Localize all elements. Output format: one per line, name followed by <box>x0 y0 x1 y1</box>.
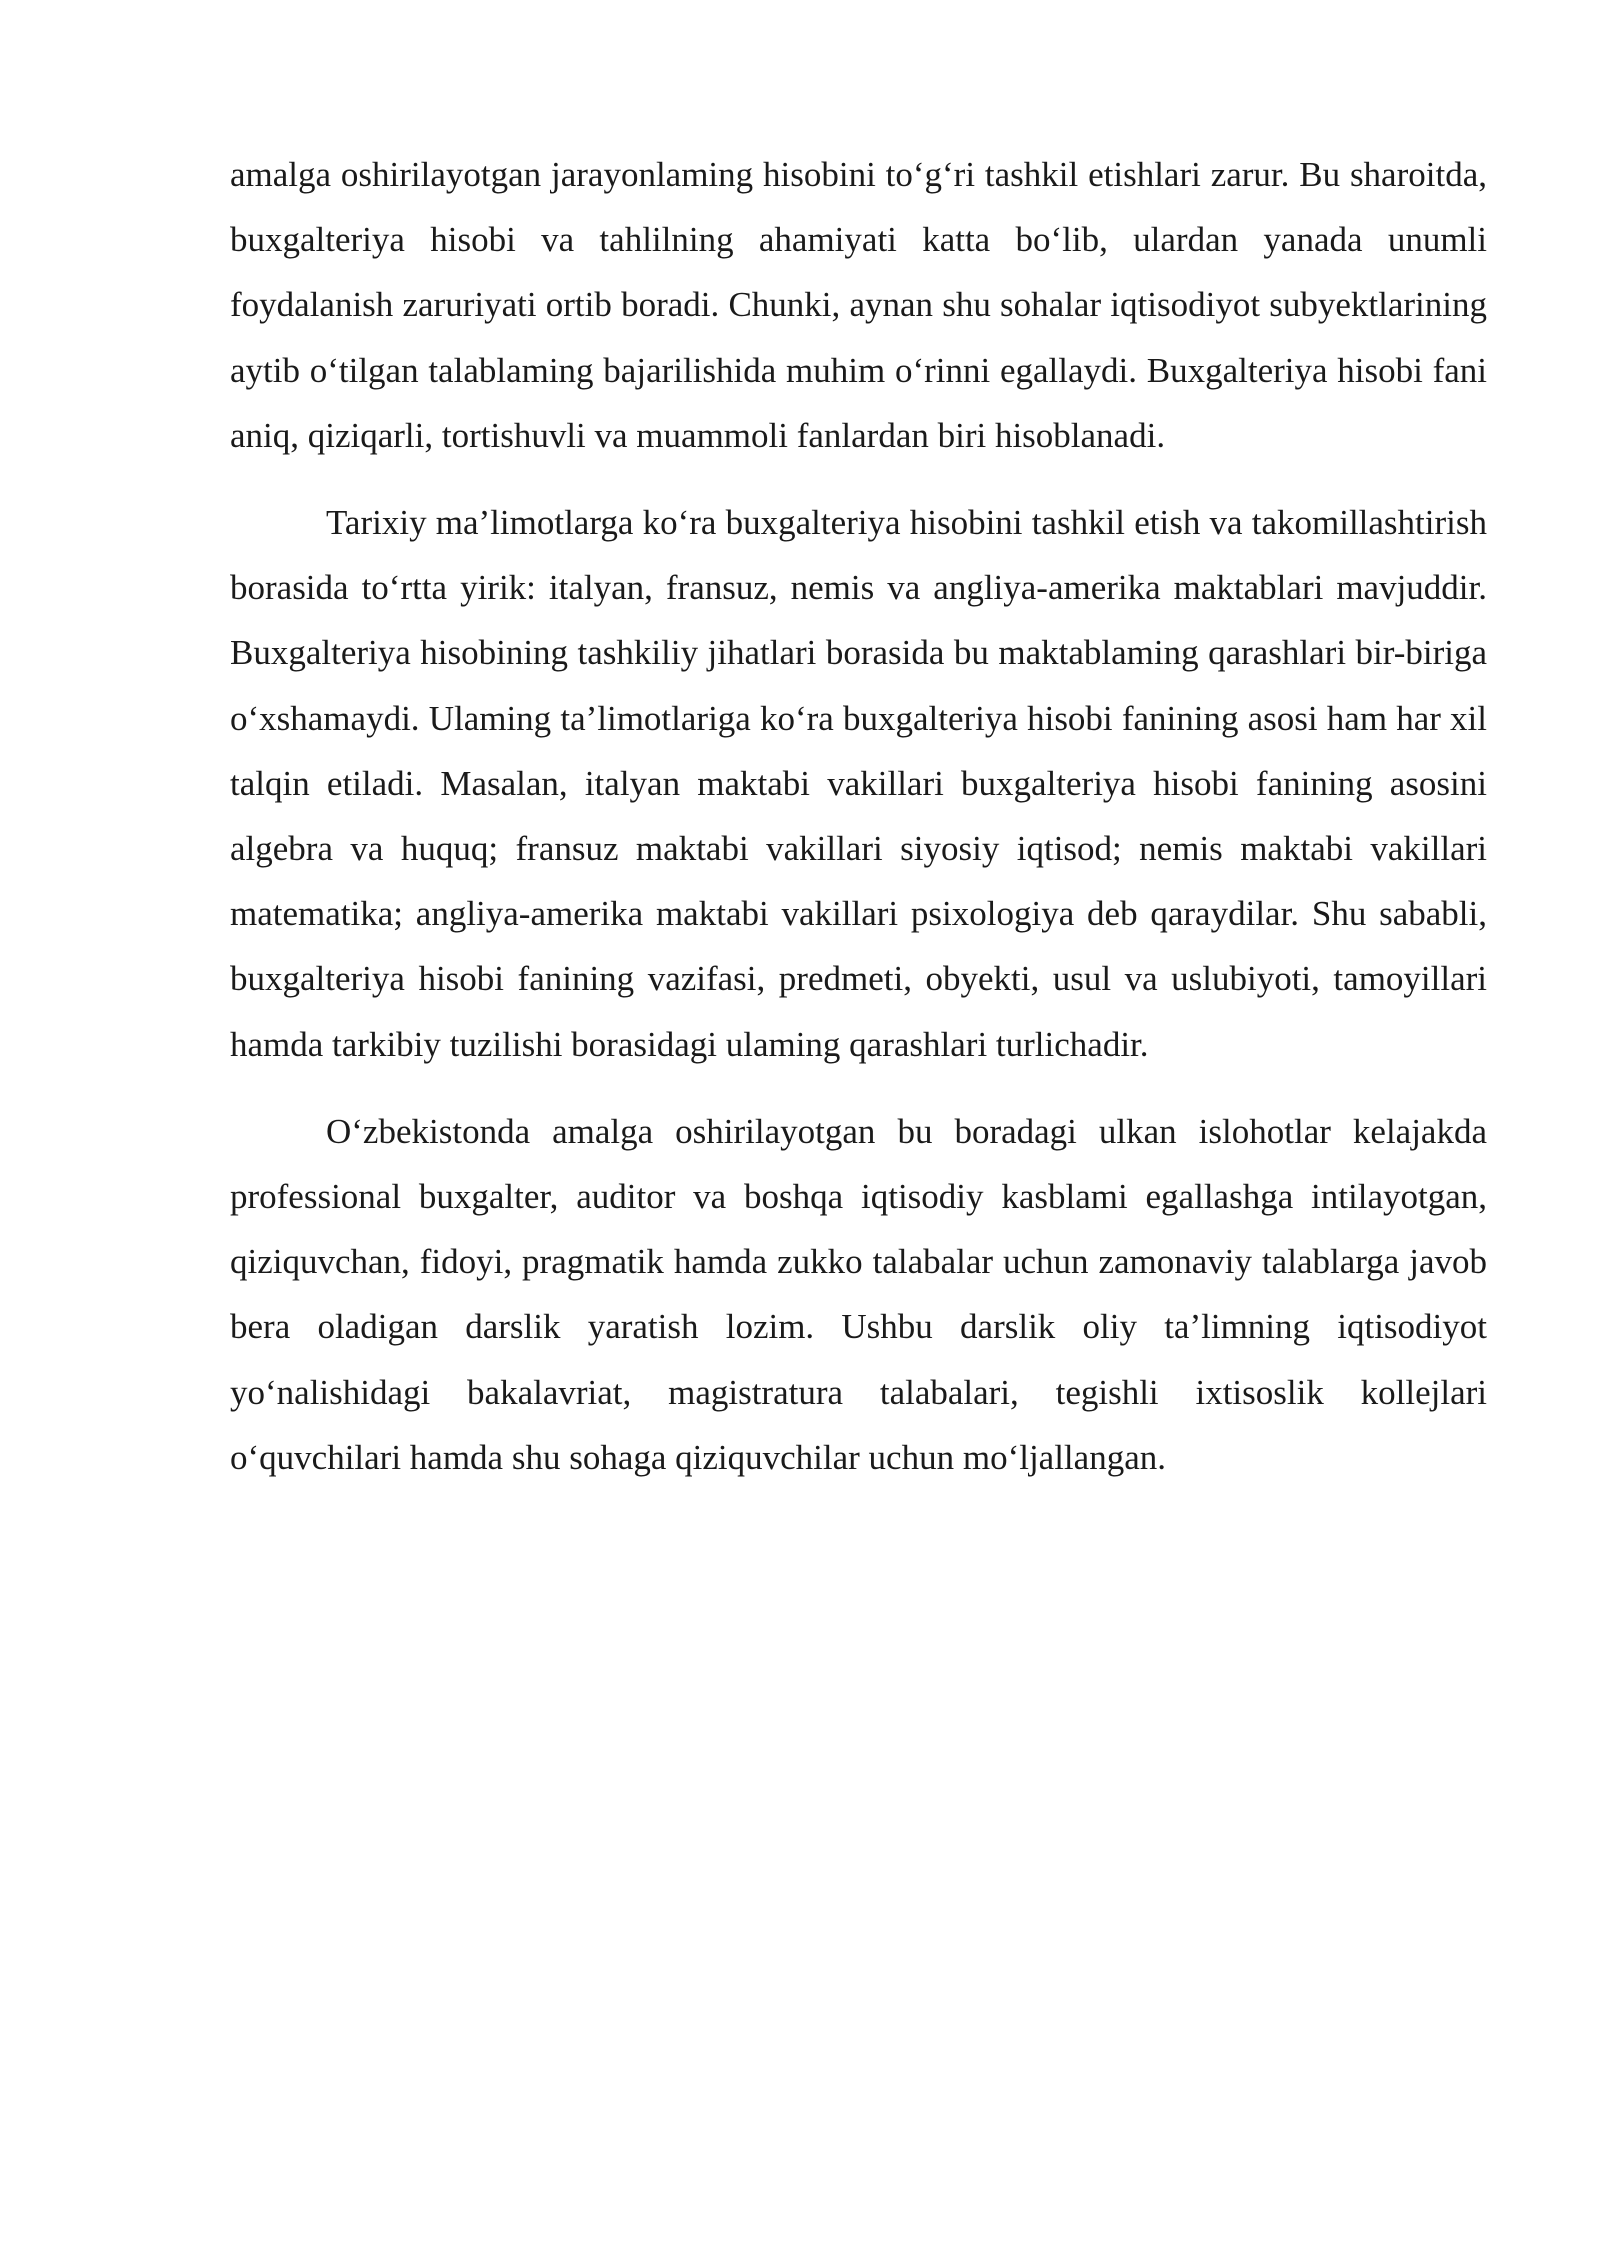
paragraph-historical-schools: Tarixiy ma’limotlarga ko‘ra buxgalteriya hisobini tashkil etish va takomillashtirish borasida to‘rtta yirik: italyan, fransuz, nemis va angliya-amerika maktablari mavjuddir. Buxgalteriya hisobining tashkiliy jihatlari borasida bu maktablaming qarashlari bir-biriga o‘xshamaydi. Ulaming ta’limotlariga ko‘ra buxgalteriya hisobi fanining asosi ham har xil talqin etiladi. Masalan, italyan maktabi vakillari buxgalteriya hisobi fanining asosini algebra va huquq; fransuz maktabi vakillari siyosiy iqtisod; nemis maktabi vakillari matematika; angliya-amerika maktabi vakillari psixologiya deb qaraydilar. Shu sababli, buxgalteriya hisobi fanining vazifasi, predmeti, obyekti, usul va uslubiyoti, tamoyillari hamda tarkibiy tuzilishi borasidagi ulaming qarashlari turlichadir. <box>230 503 1487 1064</box>
paragraph-continuation: amalga oshirilayotgan jarayonlaming hisobini to‘g‘ri tashkil etishlari zarur. Bu sharoitda, buxgalteriya hisobi va tahlilning ahamiyati katta bo‘lib, ulardan yanada unumli foydalanish zaruriyati ortib boradi. Chunki, aynan shu sohalar iqtisodiyot subyektlarining aytib o‘tilgan talablaming bajarilishida muhim o‘rinni egallaydi. Buxgalteriya hisobi fani aniq, qiziqarli, tortishuvli va muammoli fanlardan biri hisoblanadi. <box>230 155 1487 455</box>
paragraph-textbook-purpose: O‘zbekistonda amalga oshirilayotgan bu boradagi ulkan islohotlar kelajakda professional buxgalter, auditor va boshqa iqtisodiy kasblami egallashga intilayotgan, qiziquvchan, fidoyi, pragmatik hamda zukko talabalar uchun zamonaviy talablarga javob bera oladigan darslik yaratish lozim. Ushbu darslik oliy ta’limning iqtisodiyot yo‘nalishidagi bakalavriat, magistratura talabalari, tegishli ixtisoslik kollejlari o‘quvchilari hamda shu sohaga qiziquvchilar uchun mo‘ljallangan. <box>230 1111 1487 1477</box>
body-text <box>230 142 1487 1490</box>
